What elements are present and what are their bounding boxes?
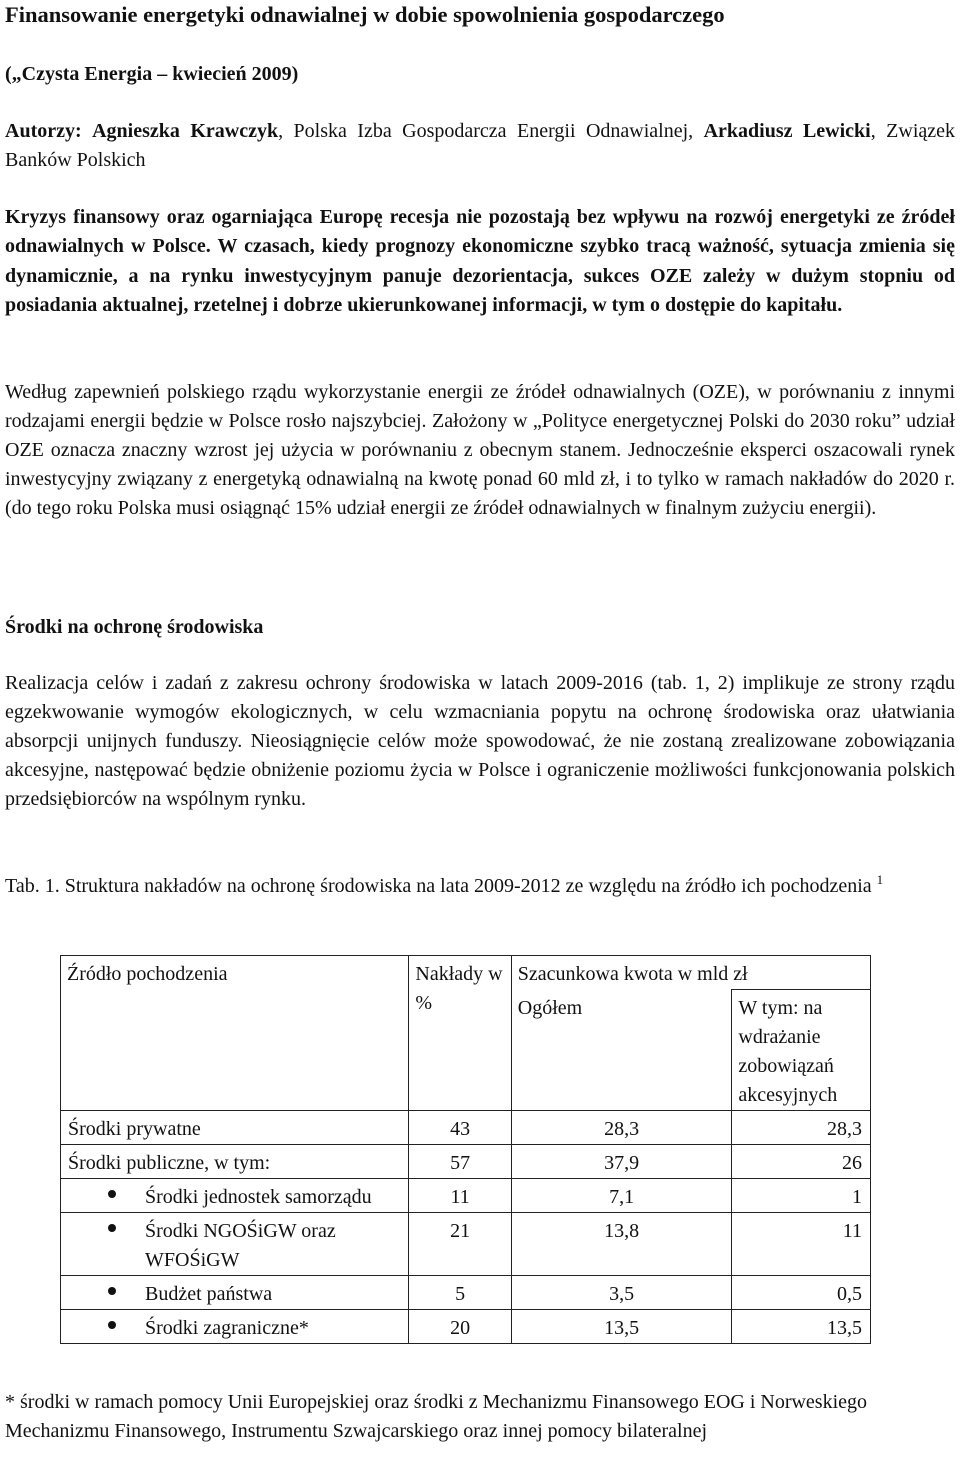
row-total: 13,8 [511,1213,732,1276]
row-total: 37,9 [511,1145,732,1179]
row-source-bulleted [61,1310,409,1344]
row-of-which: 28,3 [732,1111,871,1145]
lead-paragraph: Kryzys finansowy oraz ogarniająca Europę recesja nie pozostają bez wpływu na rozwój energetyki ze źródeł odnawialnych w Polsce. W czasach, kiedy prognozy ekonomiczne szybko tracą ważność, sytuacja zmienia się dynamicznie, a na rynku inwestycyjnym panuje dezorientacja, sukces OZE zależy w dużym stopniu od posiadania aktualnej, rzetelnej i dobrze ukierunkowanej informacji, w tym o dostępie do kapitału. [5,206,955,316]
table-row [61,1179,871,1213]
row-source-bulleted [61,1276,409,1310]
row-source: Środki publiczne, w tym: [61,1145,409,1179]
row-of-which: 0,5 [732,1276,871,1310]
section-heading: Środki na ochronę środowiska [5,616,264,638]
row-share: 11 [409,1179,511,1213]
author1-org: , Polska Izba Gospodarcza Energii Odnawialnej, [278,120,694,142]
row-of-which: 13,5 [732,1310,871,1344]
table-row [61,1213,871,1276]
bullet-icon [108,1224,116,1232]
header-total: Ogółem [511,990,732,1111]
row-source-bulleted [61,1179,409,1213]
table-row [61,1145,871,1179]
row-source: Środki prywatne [61,1111,409,1145]
row-share: 5 [409,1276,511,1310]
row-total: 3,5 [511,1276,732,1310]
paragraph-environment-goals: Realizacja celów i zadań z zakresu ochrony środowiska w latach 2009-2016 (tab. 1, 2) implikuje ze strony rządu egzekwowanie wymogów ekologicznych, w celu wzmacniania popytu na ochronę środowiska oraz ułatwiania absorpcji unijnych funduszy. Nieosiągnięcie celów może spowodować, że nie zostaną zrealizowane zobowiązania akcesyjne, następować będzie obniżenie poziomu życia w Polsce i ograniczenie możliwości funkcjonowania polskich przedsiębiorców na wspólnym rynku. [5,672,955,810]
footnote-marker: 1 [876,872,884,887]
table-caption-text: Tab. 1. Struktura nakładów na ochronę środowiska na lata 2009-2012 ze względu na źródło ich pochodzenia [5,875,872,897]
row-source: Środki zagraniczne* [145,1317,309,1339]
row-source: Budżet państwa [145,1283,273,1305]
row-of-which: 1 [732,1179,871,1213]
document-subtitle: („Czysta Energia – kwiecień 2009) [5,63,299,85]
bullet-icon [108,1190,116,1198]
author1-name: Agnieszka Krawczyk [92,120,279,142]
row-total: 28,3 [511,1111,732,1145]
header-share: Nakłady w % [409,956,511,1111]
table-row [61,1276,871,1310]
bullet-icon [108,1287,116,1295]
row-of-which: 11 [732,1213,871,1276]
row-total: 13,5 [511,1310,732,1344]
table-row [61,1310,871,1344]
funding-structure-table [60,955,871,1344]
row-share: 43 [409,1111,511,1145]
header-estimate: Szacunkowa kwota w mld zł [511,956,870,990]
authors-line [5,117,955,175]
table-header-row [61,956,871,990]
header-source: Źródło pochodzenia [61,956,409,1111]
table-row [61,1111,871,1145]
row-source: Środki jednostek samorządu [145,1186,372,1208]
author2-name: Arkadiusz Lewicki [703,120,871,142]
table-footnote: * środki w ramach pomocy Unii Europejskiej oraz środki z Mechanizmu Finansowego EOG i Norweskiego Mechanizmu Finansowego, Instrumentu Szwajcarskiego oraz innej pomocy bilateralnej [5,1391,868,1442]
row-share: 21 [409,1213,511,1276]
row-source: Środki NGOŚiGW oraz WFOŚiGW [145,1220,336,1271]
paragraph-oze-growth: Według zapewnień polskiego rządu wykorzystanie energii ze źródeł odnawialnych (OZE), w porównaniu z innymi rodzajami energii będzie w Polsce rosło najszybciej. Założony w „Polityce energetycznej Polski do 2030 roku” udział OZE oznacza znaczny wzrost jej użycia w porównaniu z obecnym stanem. Jednocześnie eksperci oszacowali rynek inwestycyjny związany z energetyką odnawialną na kwotę ponad 60 mld zł, i to tylko w ramach nakładów do 2020 r. (do tego roku Polska musi osiągnąć 15% udział energii ze źródeł odnawialnych w finalnym zużyciu energii). [5,381,955,519]
header-of-which: W tym: na wdrażanie zobowiązań akcesyjnych [732,990,871,1111]
bullet-icon [108,1321,116,1329]
row-of-which: 26 [732,1145,871,1179]
row-share: 57 [409,1145,511,1179]
authors-label: Autorzy: [5,120,82,142]
row-source-bulleted [61,1213,409,1276]
table-caption [5,872,955,900]
row-total: 7,1 [511,1179,732,1213]
author2-org: , Związek Banków Polskich [5,120,956,171]
row-share: 20 [409,1310,511,1344]
document-title: Finansowanie energetyki odnawialnej w dobie spowolnienia gospodarczego [5,2,725,27]
